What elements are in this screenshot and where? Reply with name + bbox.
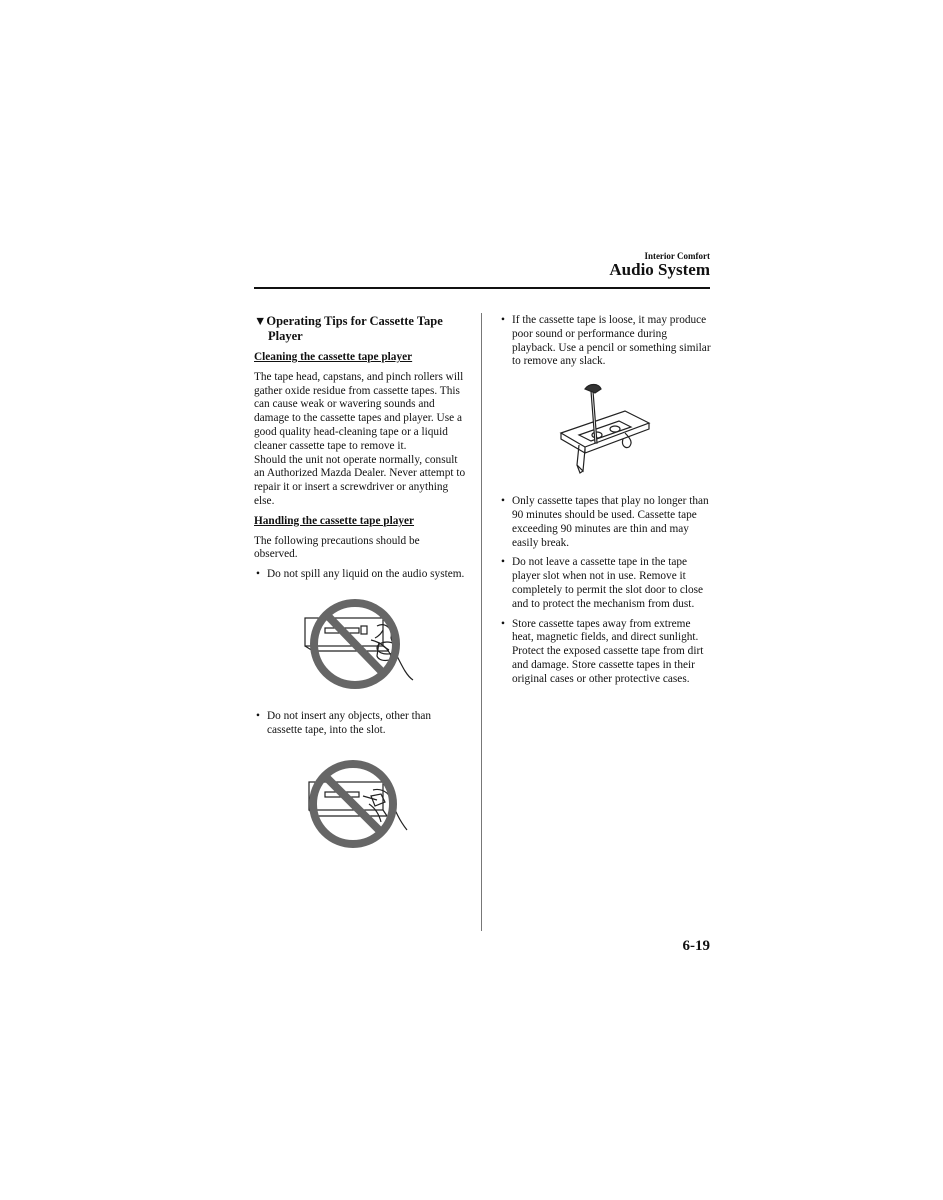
- header-rule: [254, 287, 710, 289]
- column-divider: [481, 313, 482, 931]
- left-column: [254, 314, 466, 856]
- cassette-pencil-illustration: [555, 383, 655, 475]
- list-item: [254, 710, 466, 738]
- section-label: Interior Comfort: [644, 251, 710, 261]
- right-column: [499, 314, 711, 693]
- handling-intro: The following precautions should be observed.: [254, 534, 420, 561]
- cleaning-paragraph-1: The tape head, capstans, and pinch rollers will gather oxide residue from cassette tapes. This can cause weak or wavering sounds and damage to the cassette tapes and player. Use a good quality head-cleaning tape or a liquid cleaner cassette tape to remove it.: [254, 370, 464, 452]
- triangle-marker-icon: ▼: [254, 314, 267, 328]
- handling-subheading: Handling the cassette tape player: [254, 514, 415, 527]
- cleaning-paragraph-2: Should the unit not operate normally, consult an Authorized Mazda Dealer. Never attempt to repair it or insert a screwdriver or anything else.: [254, 453, 466, 507]
- list-item-text: Store cassette tapes away from extreme heat, magnetic fields, and direct sunlight. Protect the exposed cassette tape from dirt and damage. Store cassette tapes in their original cases or other protective cases.: [512, 617, 704, 685]
- list-item: [254, 568, 466, 582]
- section-heading-text: Operating Tips for Cassette Tape Player: [266, 314, 443, 343]
- bullet-icon: •: [501, 314, 505, 326]
- list-item: [499, 314, 711, 369]
- list-item-text: Do not insert any objects, other than cassette tape, into the slot.: [267, 709, 432, 736]
- list-item-text: Do not leave a cassette tape in the tape player slot when not in use. Remove it completely to permit the slot door to close and to protect the mechanism from dust.: [512, 556, 704, 610]
- no-objects-illustration: [295, 756, 425, 856]
- page-number: 6-19: [682, 938, 710, 954]
- list-item-text: Do not spill any liquid on the audio system.: [267, 568, 465, 581]
- bullet-icon: •: [256, 568, 260, 581]
- page-title: Audio System: [609, 260, 710, 279]
- list-item: [499, 556, 711, 611]
- bullet-icon: •: [501, 617, 505, 630]
- bullet-icon: •: [501, 495, 505, 508]
- no-liquid-illustration: [295, 596, 425, 696]
- list-item-text: Only cassette tapes that play no longer than 90 minutes should be used. Cassette tape exceeding 90 minutes are thin and may easily break.: [512, 495, 709, 549]
- list-item-text: If the cassette tape is loose, it may produce poor sound or performance during playback. Use a pencil or something similar to remove any slack.: [512, 314, 711, 368]
- bullet-icon: •: [256, 709, 260, 722]
- section-heading: [254, 314, 466, 344]
- bullet-icon: •: [501, 556, 505, 569]
- list-item: [499, 618, 711, 687]
- cleaning-subheading: Cleaning the cassette tape player: [254, 351, 413, 363]
- list-item: [499, 495, 711, 550]
